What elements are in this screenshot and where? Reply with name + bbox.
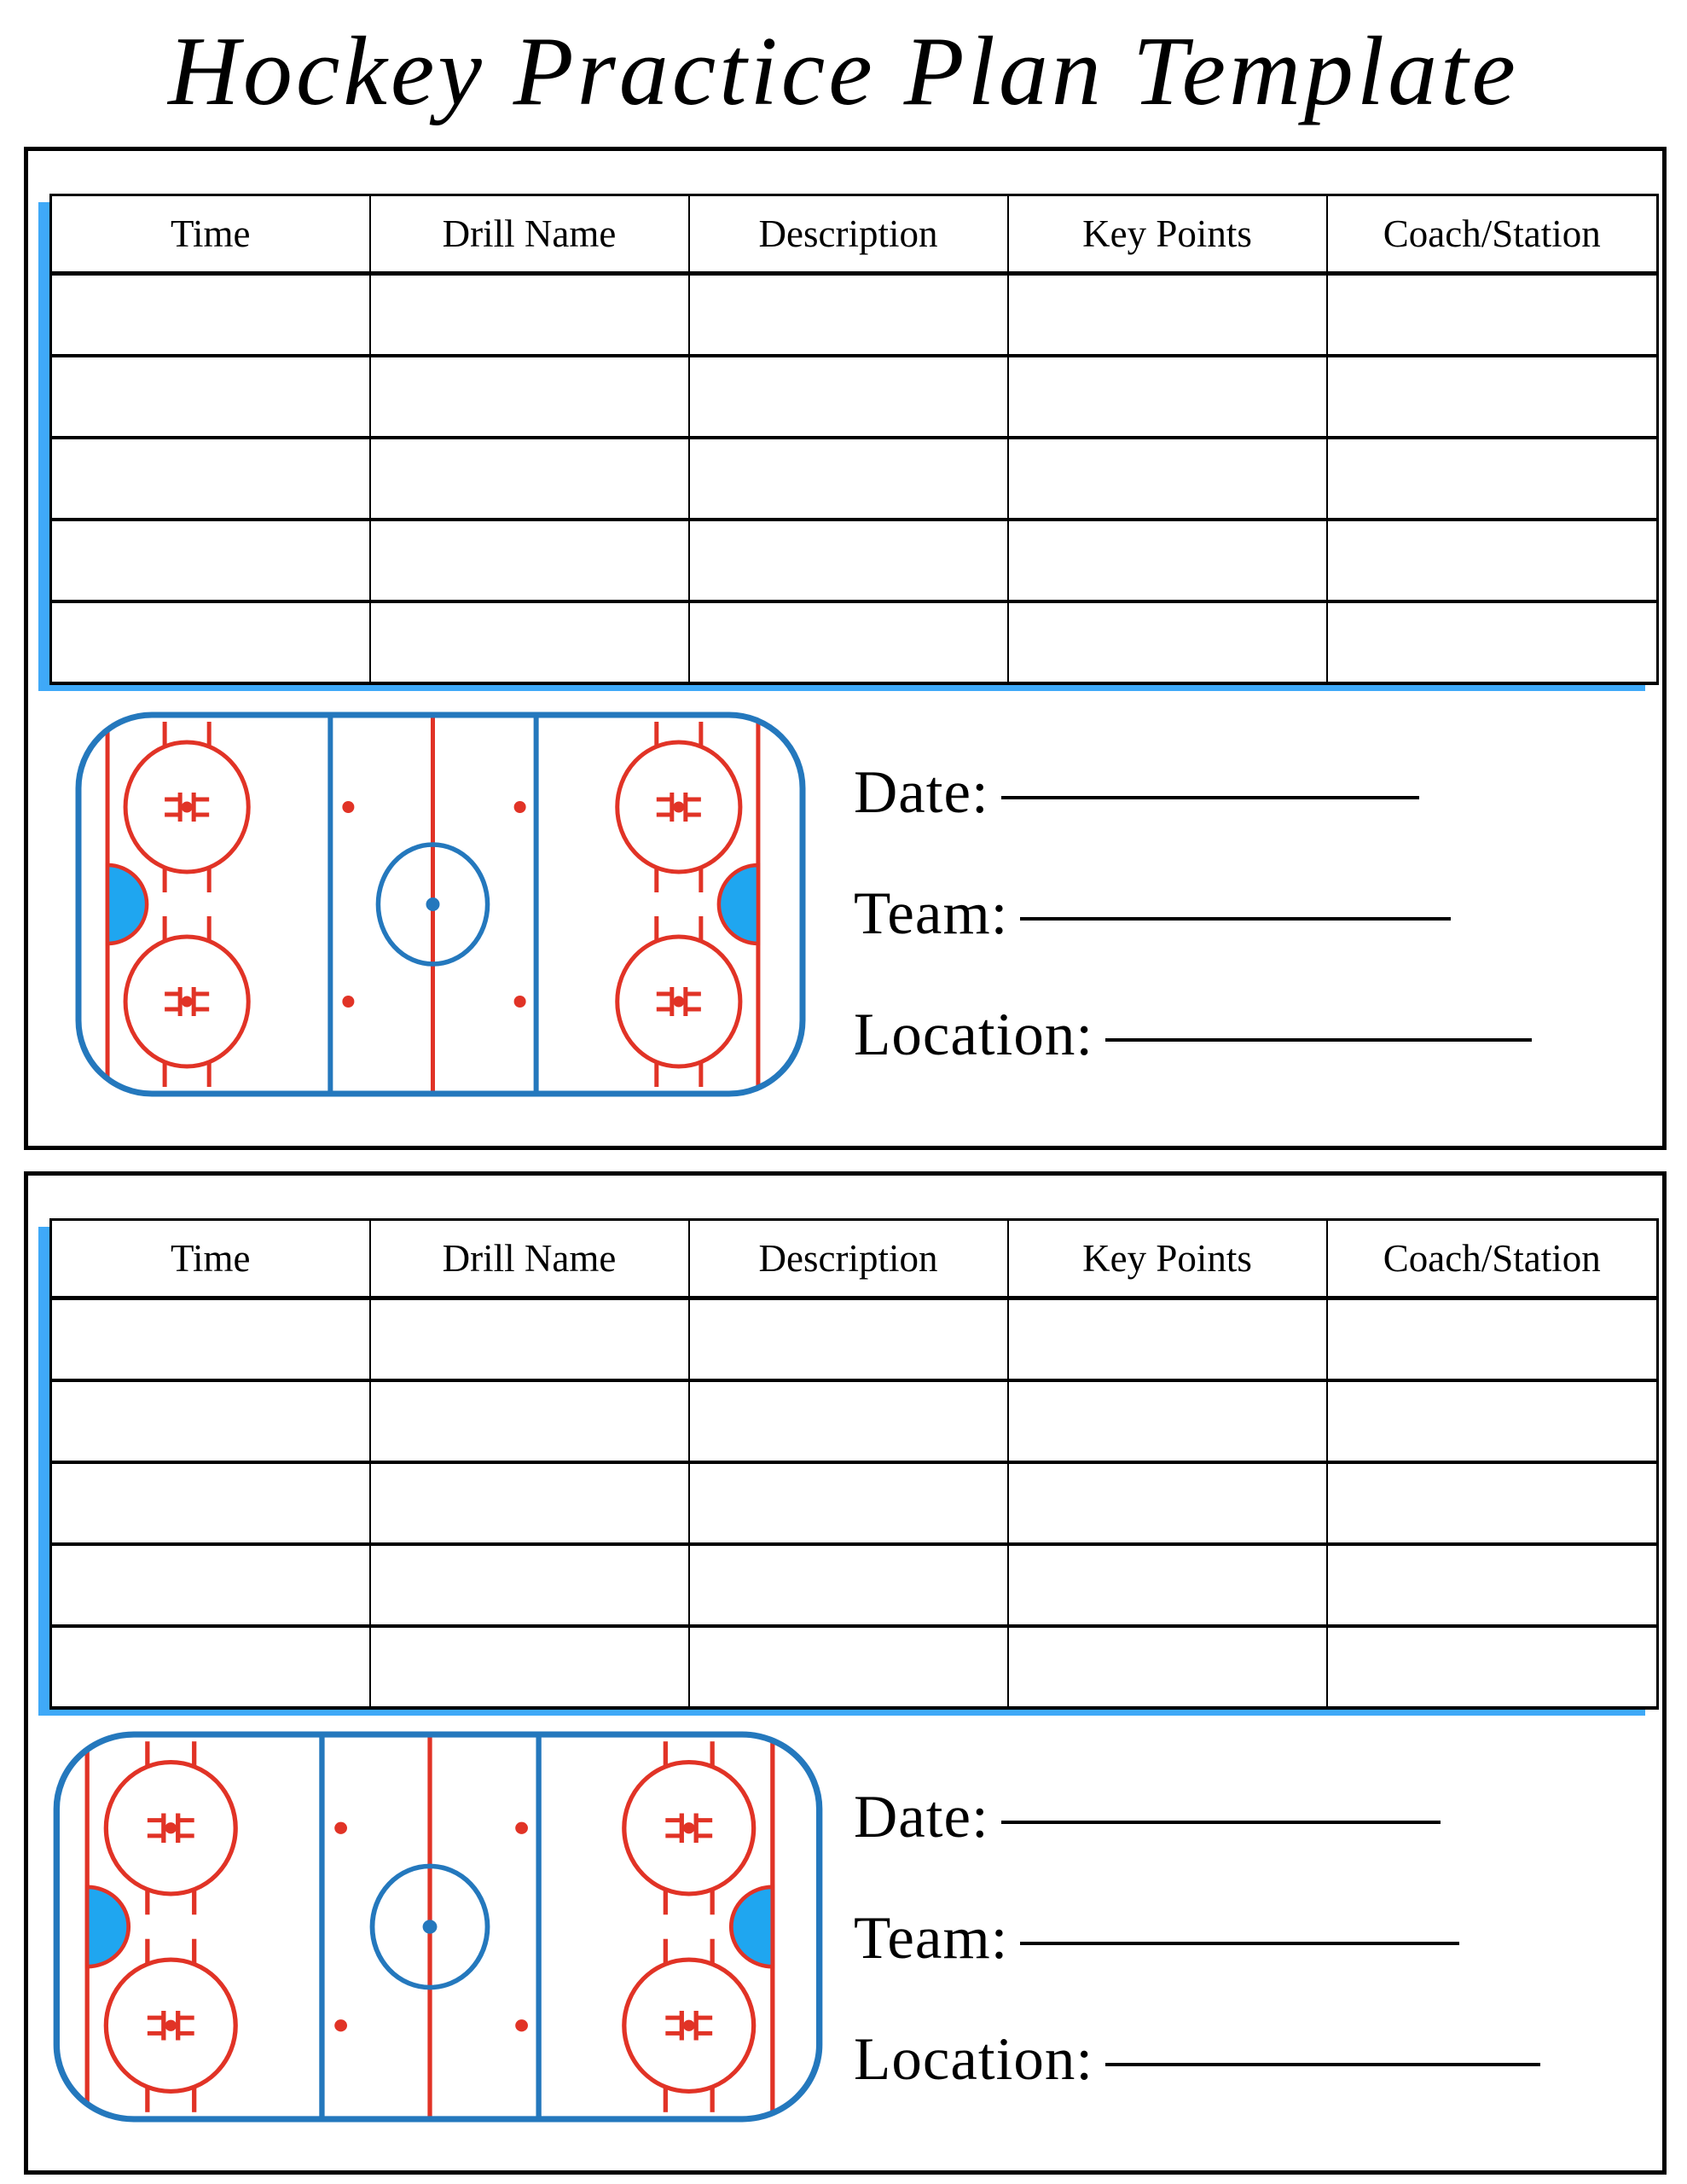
- empty-drill-row: [51, 1380, 1658, 1462]
- column-header-key-points: Key Points: [1008, 195, 1327, 274]
- location-blank-line: [1105, 2063, 1540, 2066]
- empty-cell: [1327, 1380, 1658, 1462]
- empty-cell: [689, 356, 1008, 438]
- location-blank-line: [1105, 1038, 1532, 1042]
- empty-cell: [370, 1298, 689, 1380]
- empty-cell: [370, 1380, 689, 1462]
- column-header-description: Description: [689, 1220, 1008, 1298]
- team-blank-line: [1020, 917, 1451, 921]
- empty-cell: [51, 1626, 370, 1708]
- hockey-rink-diagram: [51, 1729, 825, 2124]
- date-blank-line: [1001, 1821, 1441, 1824]
- empty-cell: [51, 438, 370, 520]
- location-field: [854, 944, 1621, 1066]
- empty-drill-row: [51, 438, 1658, 520]
- empty-cell: [1008, 1462, 1327, 1544]
- column-header-coach-station: Coach/Station: [1327, 195, 1658, 274]
- empty-cell: [689, 1298, 1008, 1380]
- date-field: [854, 1727, 1621, 1848]
- practice-plan-sheet-1: [24, 147, 1667, 1150]
- empty-cell: [689, 1380, 1008, 1462]
- empty-cell: [51, 1380, 370, 1462]
- empty-cell: [1327, 274, 1658, 356]
- column-header-drill-name: Drill Name: [370, 195, 689, 274]
- session-info: [854, 1727, 1621, 2093]
- empty-cell: [370, 274, 689, 356]
- empty-drill-row: [51, 1298, 1658, 1380]
- empty-drill-row: [51, 1626, 1658, 1708]
- column-header-time: Time: [51, 195, 370, 274]
- date-label: Date:: [854, 759, 989, 826]
- empty-cell: [370, 356, 689, 438]
- team-blank-line: [1020, 1942, 1459, 1945]
- empty-cell: [1327, 356, 1658, 438]
- empty-cell: [370, 601, 689, 683]
- column-header-key-points: Key Points: [1008, 1220, 1327, 1298]
- session-info: [854, 702, 1621, 1066]
- team-label: Team:: [854, 1905, 1009, 1972]
- location-label: Location:: [854, 1002, 1094, 1068]
- team-field: [854, 1848, 1621, 1972]
- empty-cell: [689, 438, 1008, 520]
- empty-cell: [370, 438, 689, 520]
- empty-cell: [1008, 1380, 1327, 1462]
- date-label: Date:: [854, 1784, 989, 1850]
- empty-cell: [1327, 1462, 1658, 1544]
- column-header-coach-station: Coach/Station: [1327, 1220, 1658, 1298]
- date-blank-line: [1001, 796, 1419, 799]
- empty-cell: [1327, 1544, 1658, 1626]
- empty-cell: [51, 274, 370, 356]
- empty-cell: [1008, 601, 1327, 683]
- empty-cell: [51, 1462, 370, 1544]
- empty-cell: [689, 520, 1008, 601]
- empty-drill-row: [51, 274, 1658, 356]
- empty-cell: [1008, 1626, 1327, 1708]
- empty-cell: [1327, 520, 1658, 601]
- empty-cell: [51, 1298, 370, 1380]
- hockey-rink-diagram: [73, 710, 808, 1099]
- page-title: Hockey Practice Plan Template: [168, 17, 1519, 126]
- date-field: [854, 702, 1621, 826]
- empty-cell: [689, 274, 1008, 356]
- empty-cell: [370, 1462, 689, 1544]
- location-label: Location:: [854, 2026, 1094, 2093]
- empty-cell: [1008, 1544, 1327, 1626]
- column-header-description: Description: [689, 195, 1008, 274]
- column-header-time: Time: [51, 1220, 370, 1298]
- empty-cell: [51, 356, 370, 438]
- empty-cell: [1327, 1626, 1658, 1708]
- team-label: Team:: [854, 880, 1009, 947]
- empty-cell: [1008, 356, 1327, 438]
- practice-plan-sheet-2: [24, 1171, 1667, 2175]
- empty-cell: [1008, 274, 1327, 356]
- empty-cell: [689, 1462, 1008, 1544]
- empty-cell: [1327, 1298, 1658, 1380]
- table-header-row: [51, 1220, 1658, 1298]
- empty-cell: [51, 1544, 370, 1626]
- empty-cell: [1008, 438, 1327, 520]
- empty-cell: [370, 1544, 689, 1626]
- empty-cell: [51, 601, 370, 683]
- empty-cell: [1008, 1298, 1327, 1380]
- empty-drill-row: [51, 356, 1658, 438]
- column-header-drill-name: Drill Name: [370, 1220, 689, 1298]
- empty-drill-row: [51, 1462, 1658, 1544]
- empty-cell: [1327, 601, 1658, 683]
- location-field: [854, 1969, 1621, 2093]
- drill-schedule-table: [49, 1218, 1656, 1707]
- empty-cell: [689, 1544, 1008, 1626]
- team-field: [854, 823, 1621, 947]
- empty-drill-row: [51, 1544, 1658, 1626]
- empty-cell: [51, 520, 370, 601]
- empty-cell: [370, 1626, 689, 1708]
- empty-cell: [1008, 520, 1327, 601]
- empty-drill-row: [51, 601, 1658, 683]
- table-header-row: [51, 195, 1658, 274]
- empty-drill-row: [51, 520, 1658, 601]
- empty-cell: [1327, 438, 1658, 520]
- empty-cell: [689, 601, 1008, 683]
- empty-cell: [689, 1626, 1008, 1708]
- drill-schedule-table: [49, 194, 1656, 682]
- empty-cell: [370, 520, 689, 601]
